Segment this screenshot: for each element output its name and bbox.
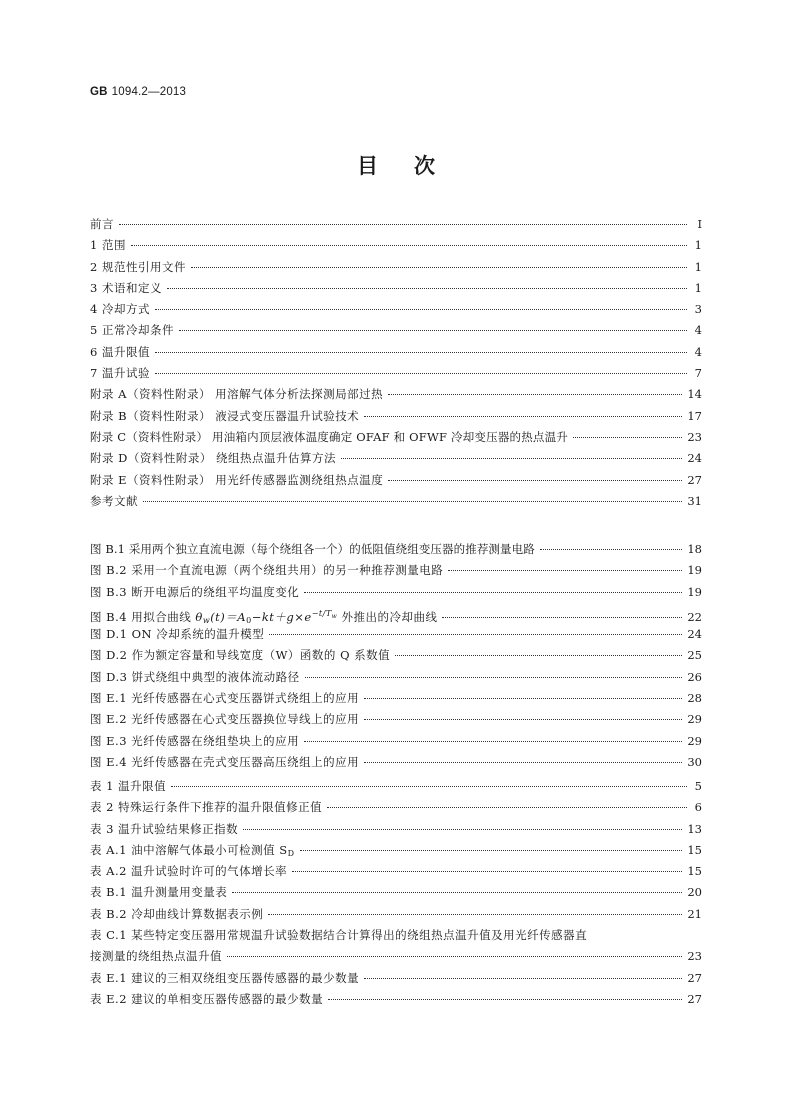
toc-table-entry[interactable]: 表 3 温升试验结果修正指数 13 — [90, 821, 702, 836]
toc-table-entry[interactable]: 表 A.2 温升试验时许可的气体增长率 15 — [90, 864, 702, 879]
toc-entry-annex-e[interactable]: 附录 E（资料性附录） 用光纤传感器监测绕组热点温度 27 — [90, 472, 702, 487]
toc-sections — [90, 214, 702, 512]
toc-figure-entry[interactable]: 图 B.2 采用一个直流电源（两个绕组共用）的另一种推荐测量电路 19 — [90, 563, 702, 578]
standard-prefix: GB — [90, 86, 108, 98]
toc-figure-entry[interactable]: 图 E.2 光纤传感器在心式变压器换位导线上的应用 29 — [90, 712, 702, 727]
toc-tables — [90, 776, 702, 1010]
standard-number: 1094.2—2013 — [111, 86, 187, 98]
toc-table-entry-c1-line2[interactable]: 接测量的绕组热点温升值 23 — [90, 949, 702, 964]
toc-entry-scope[interactable]: 1 范围 1 — [90, 238, 702, 253]
toc-figure-entry[interactable]: 图 E.4 光纤传感器在壳式变压器高压绕组上的应用 30 — [90, 754, 702, 769]
toc-entry-normative-references[interactable]: 2 规范性引用文件 1 — [90, 259, 702, 274]
toc-entry-bibliography[interactable]: 参考文献 31 — [90, 493, 702, 508]
toc-table-entry-c1-line1[interactable]: 表 C.1 某些特定变压器用常规温升试验数据结合计算得出的绕组热点温升值及用光纤传感器直 — [90, 928, 588, 943]
toc-entry-temperature-rise-limits[interactable]: 6 温升限值 4 — [90, 344, 702, 359]
toc-table-entry[interactable]: 表 1 温升限值 5 — [90, 779, 702, 793]
toc-entry-normal-cooling-conditions[interactable]: 5 正常冷却条件 4 — [90, 323, 702, 338]
toc-table-entry[interactable]: 表 B.2 冷却曲线计算数据表示例 21 — [90, 906, 702, 921]
figure-b4-label: 图 B.4 用拟合曲线 $\theta_w(t)=A_0-kt+g\times e^{-t/Tw}$ 外推出的冷却曲线 — [90, 608, 438, 625]
toc-entry-annex-d[interactable]: 附录 D（资料性附录） 绕组热点温升估算方法 24 — [90, 451, 702, 466]
toc-entry-annex-c[interactable]: 附录 C（资料性附录） 用油箱内顶层液体温度确定 OFAF 和 OFWF 冷却变压器的热点温升 23 — [90, 429, 702, 444]
toc-table-entry[interactable]: 表 B.1 温升测量用变量表 20 — [90, 885, 702, 900]
toc-entry-annex-a[interactable]: 附录 A（资料性附录） 用溶解气体分析法探测局部过热 14 — [90, 387, 702, 402]
toc-figure-entry[interactable]: 图 E.1 光纤传感器在心式变压器饼式绕组上的应用 28 — [90, 691, 702, 706]
toc-figure-entry[interactable]: 图 D.1 ON 冷却系统的温升模型 24 — [90, 627, 702, 642]
toc-figure-entry[interactable]: 图 D.2 作为额定容量和导线宽度（W）函数的 Q 系数值 25 — [90, 648, 702, 663]
standard-code — [90, 86, 186, 98]
toc-table-entry[interactable]: 表 E.2 建议的单相变压器传感器的最少数量 27 — [90, 991, 702, 1006]
toc-figure-entry[interactable]: 图 B.1 采用两个独立直流电源（每个绕组各一个）的低阻值绕组变压器的推荐测量电路 18 — [90, 542, 702, 556]
toc-figure-entry[interactable]: 图 B.3 断开电源后的绕组平均温度变化 19 — [90, 584, 702, 599]
toc-table-entry-min-detectable[interactable]: 表 A.1 油中溶解气体最小可检测值 $S_D$ 15 — [90, 842, 702, 858]
toc-entry-annex-b[interactable]: 附录 B（资料性附录） 液浸式变压器温升试验技术 17 — [90, 408, 702, 423]
toc-entry-cooling-methods[interactable]: 4 冷却方式 3 — [90, 302, 702, 317]
toc-entry-temperature-rise-tests[interactable]: 7 温升试验 7 — [90, 366, 702, 381]
toc-figure-entry-cooling-curve[interactable]: 图 B.4 用拟合曲线 $\theta_w(t)=A_0-kt+g\times e^{-t/Tw}$ 外推出的冷却曲线 22 — [90, 603, 702, 624]
toc-figure-entry[interactable]: 图 D.3 饼式绕组中典型的液体流动路径 26 — [90, 669, 702, 684]
toc-figure-entry[interactable]: 图 E.3 光纤传感器在绕组垫块上的应用 29 — [90, 733, 702, 748]
toc-entry-terms[interactable]: 3 术语和定义 1 — [90, 280, 702, 295]
toc-table-entry[interactable]: 表 2 特殊运行条件下推荐的温升限值修正值 6 — [90, 800, 702, 815]
toc-table-entry[interactable]: 表 E.1 建议的三相双绕组变压器传感器的最少数量 27 — [90, 970, 702, 985]
toc-entry-foreword[interactable]: 前言 Ⅰ — [90, 217, 702, 231]
page-title: 目次 — [357, 154, 471, 178]
toc-figures — [90, 539, 702, 773]
